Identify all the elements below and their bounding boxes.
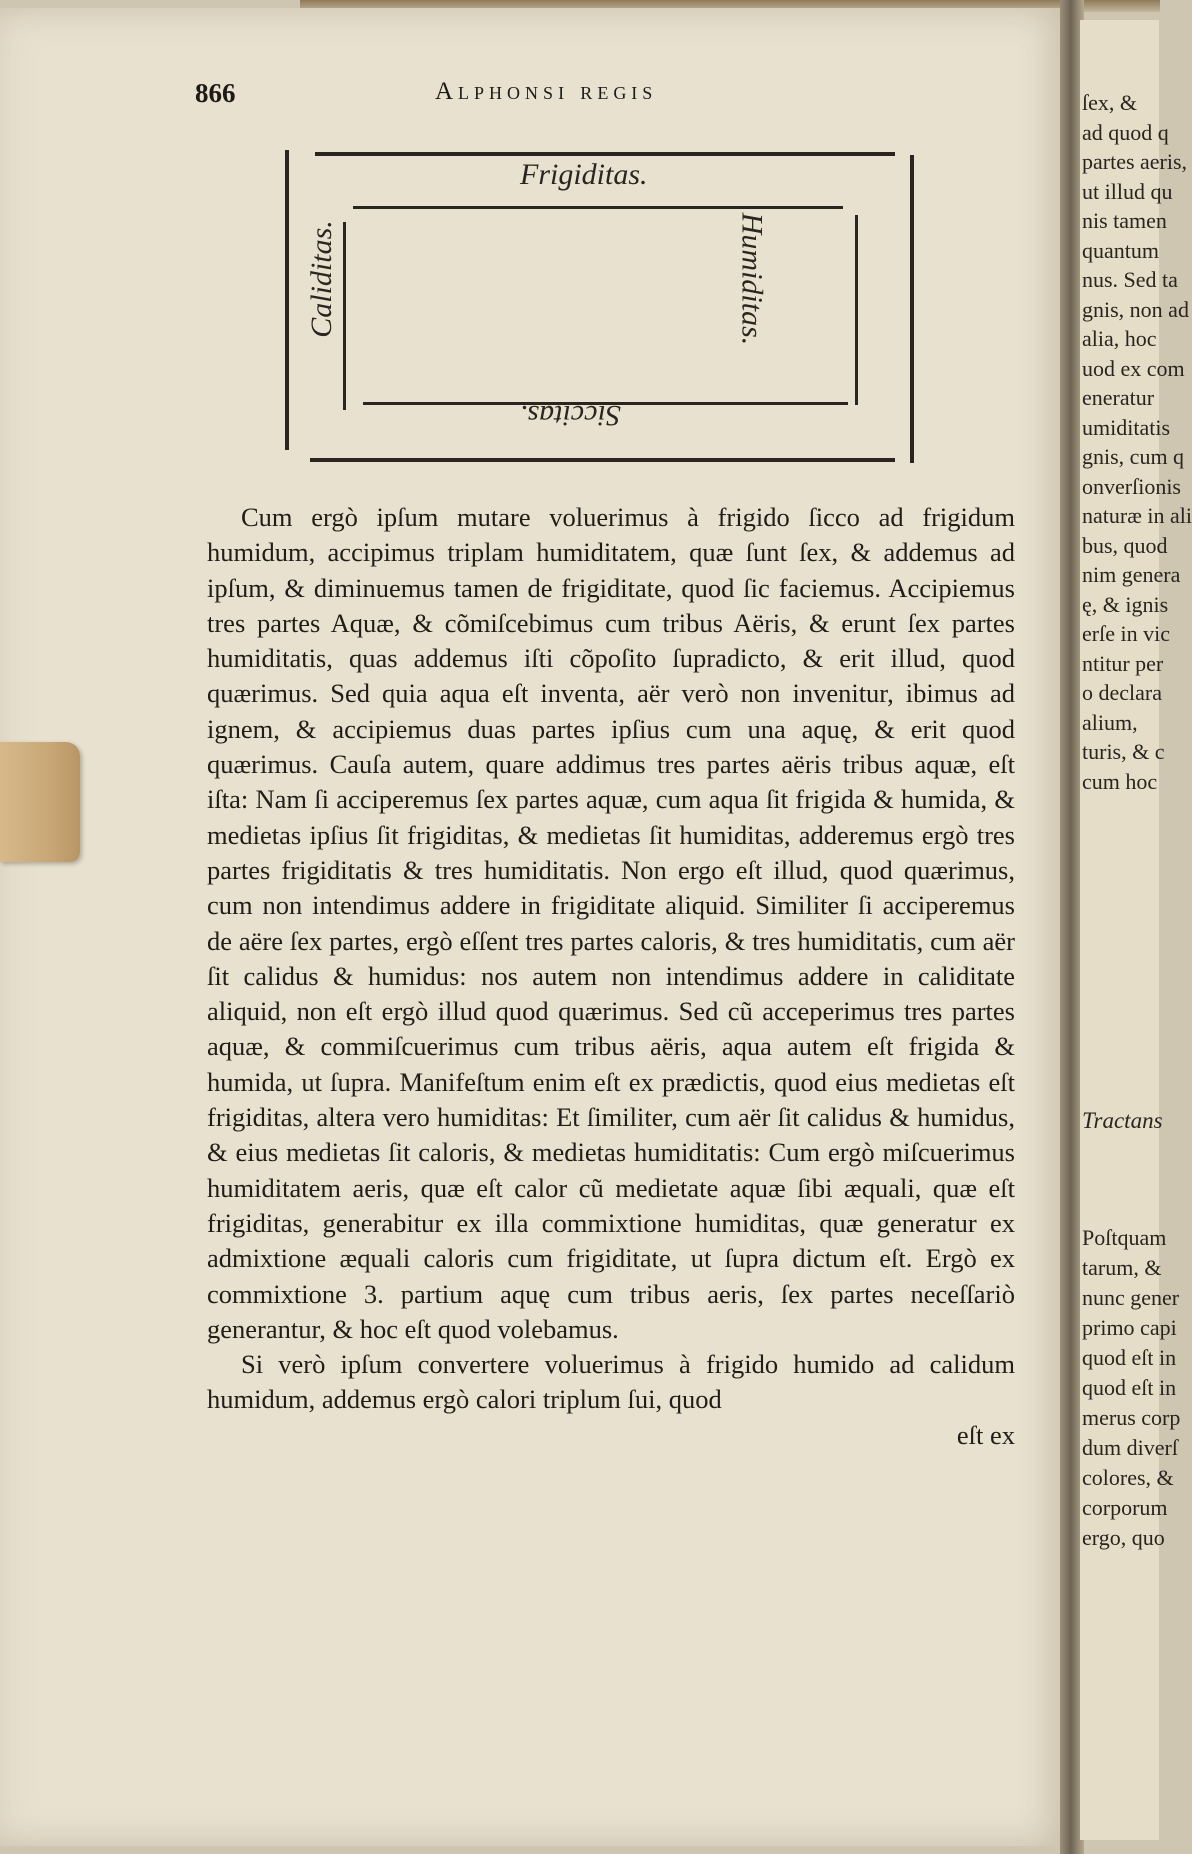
facing-page-line: onverſionis	[1082, 473, 1181, 499]
facing-page-line: naturæ in ali	[1082, 503, 1192, 528]
diagram-inner-right-rule	[855, 215, 858, 405]
facing-page-line: ntitur per	[1082, 650, 1164, 676]
facing-page-line: gnis, non ad	[1082, 296, 1189, 322]
diagram-inner-left-rule	[343, 222, 346, 410]
diagram-outer-top-rule	[315, 152, 895, 156]
facing-page-line: merus corp	[1082, 1405, 1181, 1430]
paragraph-1: Cum ergò ipſum mutare voluerimus à frigido ſicco ad frigidum humidum, accipimus triplam humiditatem, quæ ſunt ſex, & addemus ad ipſum, & diminuemus tamen de frigiditate, quod ſic faciemus. Accipiemus tres partes Aquæ, & cõmiſcebimus cum tribus Aëris, & erunt ſex partes humiditatis, quas addemus iſti cõpoſito ſupradicto, & erit illud, quod quærimus. Sed quia aqua eſt inventa, aër verò non invenitur, ibimus ad ignem, & accipiemus duas partes ipſius cum una aquę, & erit quod quærimus. Cauſa autem, quare addimus tres partes aëris tribus aquæ, eſt iſta: Nam ſi acciperemus ſex partes aquæ, cum aqua ſit frigida & humida, & medietas ipſius ſit frigiditas, & medietas ſit humiditas, adderemus ergò tres partes frigiditatis & tres humiditatis. Non ergo eſt illud, quod quærimus, cum non intendimus addere in frigiditate aliquid. Similiter ſi acciperemus de aëre ſex partes, ergò eſſent tres partes caloris, & tres humiditatis, cum aër ſit calidus & humidus: nos autem non intendimus addere in caliditate aliquid, non eſt ergò illud quod quærimus. Sed cũ acceperimus tres partes aquæ, & commiſcuerimus cum tribus aëris, aqua autem eſt frigida & humida, ut ſupra. Manifeſtum enim eſt ex prædictis, quod eius medietas eſt frigiditas, altera vero humiditas: Et ſimiliter, cum aër ſit calidus & humidus, & eius medietas ſit caloris, & medietas humiditatis: Cum ergò miſcuerimus humiditatem aeris, quæ eſt calor cũ medietate aquæ ſibi æquali, quæ eſt frigiditas, generabitur ex illa commixtione humiditas, quæ generatur ex admixtione æquali caloris cum frigiditate, ut ſupra dictum eſt. Ergò ex commixtione 3. partium aquę cum tribus aeris, ſex partes neceſſariò generantur, & hoc eſt quod volebamus.	[207, 502, 1015, 1344]
paragraph-2: Si verò ipſum convertere voluerimus à frigido humido ad calidum humidum, addemus ergò calori triplum ſui, quod	[207, 1349, 1015, 1415]
facing-page-line: ad quod q	[1082, 119, 1169, 145]
page-header	[195, 78, 1025, 118]
facing-page-fragment	[1080, 20, 1192, 1840]
diagram-outer-right-rule	[910, 155, 914, 463]
facing-page-line: o declara	[1082, 680, 1162, 705]
facing-page-line: ut illud qu	[1082, 178, 1173, 204]
facing-page-line: alia, hoc	[1082, 326, 1157, 351]
facing-page-line: alium,	[1082, 709, 1138, 735]
facing-page-line: turis, & c	[1082, 739, 1165, 764]
catchword: eſt ex	[956, 1419, 1015, 1450]
facing-page-line: Poſtquam	[1082, 1225, 1167, 1250]
facing-page-line: umiditatis	[1082, 414, 1170, 440]
facing-page-line: quod eſt in	[1082, 1345, 1177, 1370]
facing-page-line: nis tamen	[1082, 208, 1167, 233]
facing-page-line: quod eſt in	[1082, 1375, 1177, 1400]
facing-page-line: partes aeris,	[1082, 149, 1188, 174]
facing-page-line: dum diverſ	[1082, 1435, 1178, 1460]
facing-page-line: nus. Sed ta	[1082, 267, 1178, 292]
facing-page-line: tarum, &	[1082, 1255, 1162, 1280]
siccitas-label: Siccitas.	[520, 399, 621, 432]
facing-page-line: quantum	[1082, 237, 1159, 263]
facing-page-line: cum hoc	[1082, 768, 1158, 794]
main-text-block	[207, 500, 1015, 1453]
qualities-diagram	[275, 140, 935, 480]
facing-page-line: gnis, cum q	[1082, 444, 1185, 469]
frigiditas-label: Frigiditas.	[520, 158, 648, 191]
facing-page-line: corporum	[1082, 1495, 1168, 1520]
facing-page-line: erſe in vic	[1082, 621, 1170, 646]
facing-page-line: nim genera	[1082, 562, 1181, 587]
facing-page-line: eneratur	[1082, 385, 1155, 410]
page-number: 866	[195, 78, 236, 108]
facing-page-line: bus, quod	[1082, 532, 1168, 558]
caliditas-label: Caliditas.	[304, 220, 338, 338]
facing-page-line: ę, & ignis	[1082, 591, 1169, 617]
facing-page-line: ergo, quo	[1082, 1525, 1165, 1550]
facing-page-line: colores, &	[1082, 1465, 1174, 1490]
paper-bookmark	[0, 742, 80, 862]
running-title: Alphonsi regis	[435, 78, 658, 105]
facing-page-heading: Tractans	[1082, 1108, 1163, 1133]
diagram-outer-bottom-rule	[310, 458, 895, 462]
diagram-outer-left-rule	[285, 150, 289, 450]
facing-page-line: primo capi	[1082, 1315, 1177, 1340]
humiditas-label: Humiditas.	[735, 212, 769, 346]
facing-page-line: uod ex com	[1082, 355, 1185, 381]
facing-page-line: nunc gener	[1082, 1285, 1180, 1310]
diagram-inner-top-rule	[353, 206, 843, 209]
facing-page-line: ſex, &	[1082, 90, 1137, 115]
